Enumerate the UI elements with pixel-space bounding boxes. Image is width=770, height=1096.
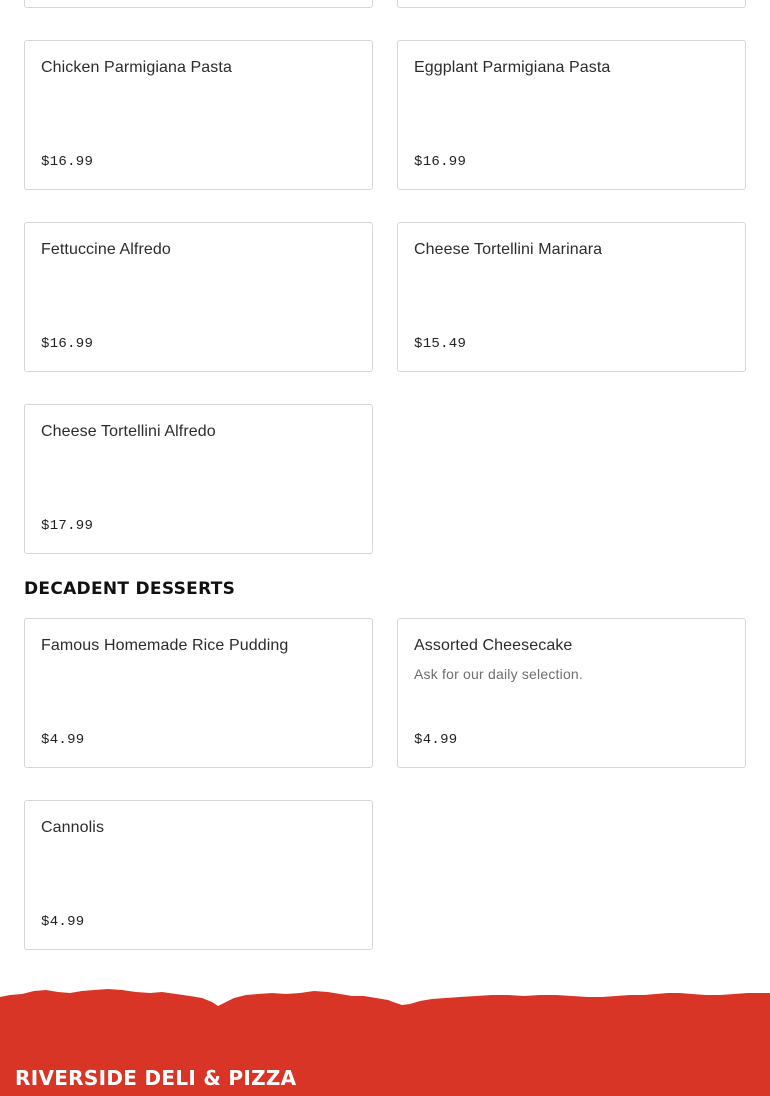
menu-item-name: Chicken Parmigiana Pasta	[41, 59, 232, 76]
menu-item-price: $17.99	[41, 518, 94, 534]
section-title-desserts: DECADENT DESSERTS	[24, 579, 236, 599]
menu-item-price: $16.99	[414, 154, 467, 170]
menu-item-price: $4.99	[414, 732, 458, 748]
menu-item-name: Eggplant Parmigiana Pasta	[414, 59, 611, 76]
menu-item-name: Cannolis	[41, 819, 105, 836]
menu-item-price: $16.99	[41, 336, 94, 352]
menu-item-card[interactable]	[397, 40, 746, 190]
menu-item-card[interactable]	[397, 222, 746, 372]
menu-item-name: Assorted Cheesecake	[414, 637, 573, 654]
menu-item-card[interactable]	[24, 404, 373, 554]
menu-item-card-partial[interactable]	[397, 0, 746, 8]
site-footer	[0, 985, 770, 1096]
menu-item-description: Ask for our daily selection.	[414, 666, 584, 682]
menu-item-card[interactable]	[24, 618, 373, 768]
menu-item-price: $4.99	[41, 914, 85, 930]
menu-item-card[interactable]	[24, 40, 373, 190]
menu-item-name: Cheese Tortellini Marinara	[414, 241, 603, 258]
menu-item-price: $15.49	[414, 336, 467, 352]
restaurant-name: RIVERSIDE DELI & PIZZA	[15, 1066, 297, 1090]
menu-item-price: $4.99	[41, 732, 85, 748]
menu-item-card[interactable]	[24, 222, 373, 372]
menu-item-card[interactable]	[397, 618, 746, 768]
menu-item-name: Cheese Tortellini Alfredo	[41, 423, 216, 440]
menu-item-card-partial[interactable]	[24, 0, 373, 8]
menu-item-name: Fettuccine Alfredo	[41, 241, 171, 258]
menu-item-price: $16.99	[41, 154, 94, 170]
menu-item-card[interactable]	[24, 800, 373, 950]
menu-item-name: Famous Homemade Rice Pudding	[41, 637, 289, 654]
